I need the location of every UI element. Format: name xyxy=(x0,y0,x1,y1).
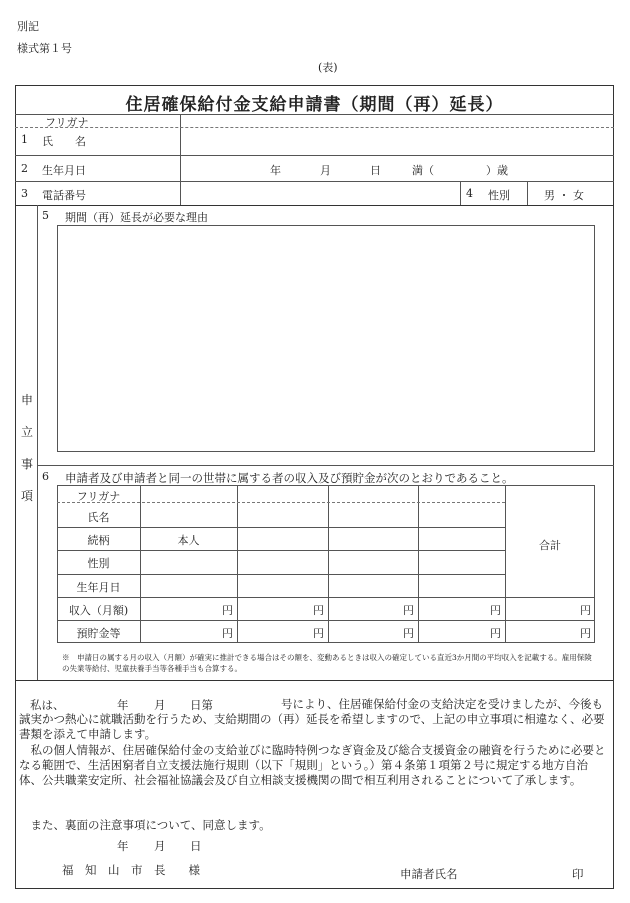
yen-mark: 円 xyxy=(313,604,324,617)
table-row-furigana: フリガナ xyxy=(76,490,121,503)
row1-number: 1 xyxy=(21,133,28,146)
sex-label: 性別 xyxy=(488,189,510,202)
declaration-paragraph-1: 号により、住居確保給付金の支給決定を受けましたが、今後も誠実かつ熱心に就職活動を行うため、支給期間の（再）延長を希望しますので、上記の申立事項に相違なく、必要書類を添えて申請します。 xyxy=(19,697,605,741)
addressee: 福 知 山 市 長 様 xyxy=(62,863,200,877)
sex-options[interactable]: 男 ・ 女 xyxy=(544,189,584,202)
decl-month: 月 xyxy=(154,698,166,712)
section5-label: 期間（再）延長が必要な理由 xyxy=(65,211,208,224)
dob-day: 日 xyxy=(370,164,381,177)
section6-label: 申請者及び申請者と同一の世帯に属する者の収入及び預貯金が次のとおりであること。 xyxy=(65,471,514,485)
decl-prefix: 私は、 xyxy=(30,698,65,712)
declaration-paragraph-2: 私の個人情報が、住居確保給付金の支給並びに臨時特例つなぎ資金及び総合支援資金の融資を行うために必要となる範囲で、生活困窮者自立支援法施行規則（以下「規則」という。）第４条第１項第２号に規定する地方自治体、公共職業安定所、社会福祉協議会及び自立相談支援機関の間で相互利用されることについて了承します。 xyxy=(19,743,606,787)
yen-mark: 円 xyxy=(403,627,414,640)
name-field[interactable] xyxy=(181,128,613,155)
reason-textbox[interactable] xyxy=(57,225,595,452)
side-char-3: 事 xyxy=(21,457,34,471)
table-row-relation: 続柄 xyxy=(87,534,110,547)
yen-mark: 円 xyxy=(222,627,233,640)
row4-number: 4 xyxy=(466,187,473,200)
decl-year: 年 xyxy=(117,698,129,712)
section5-number: 5 xyxy=(42,209,49,222)
dob-label: 生年月日 xyxy=(42,164,86,177)
date-year: 年 xyxy=(117,839,129,853)
dob-year: 年 xyxy=(270,164,281,177)
yen-mark: 円 xyxy=(490,604,501,617)
table-row-income: 収入（月額) xyxy=(68,604,129,617)
row3-number: 3 xyxy=(21,187,28,200)
side-char-2: 立 xyxy=(21,425,34,439)
total-header: 合計 xyxy=(539,539,561,552)
page-title: 住居確保給付金支給申請書（期間（再）延長） xyxy=(125,95,504,115)
yen-mark: 円 xyxy=(490,627,501,640)
income-note: ※ 申請日の属する月の収入（月額）が確実に推計できる場合はその額を、変動あるときは収入の確定している直近3か月間の平均収入を記載する。雇用保険の失業等給付、児童扶養手当等各種手当も合算する。 xyxy=(62,653,592,673)
table-row-name: 氏名 xyxy=(87,511,110,524)
side-char-1: 申 xyxy=(21,393,34,407)
self-relation: 本人 xyxy=(177,534,200,547)
annex-label: 別記 xyxy=(17,20,39,33)
yen-mark: 円 xyxy=(580,604,591,617)
yen-mark: 円 xyxy=(313,627,324,640)
age-close: ）歳 xyxy=(486,164,508,177)
row2-number: 2 xyxy=(21,162,28,175)
dob-month: 月 xyxy=(320,164,331,177)
name-label: 氏 名 xyxy=(42,135,86,148)
date-day: 日 xyxy=(190,839,202,853)
side-char-4: 項 xyxy=(21,489,34,503)
yen-mark: 円 xyxy=(403,604,414,617)
side-label: (表) xyxy=(318,61,338,74)
age-open: 満（ xyxy=(412,164,434,177)
date-month: 月 xyxy=(154,839,166,853)
declaration-paragraph-3: また、裏面の注意事項について、同意します。 xyxy=(30,818,271,832)
table-row-savings: 預貯金等 xyxy=(76,627,121,640)
applicant-name-label: 申請者氏名 xyxy=(400,867,458,881)
decl-day: 日第 xyxy=(190,698,213,712)
yen-mark: 円 xyxy=(222,604,233,617)
table-row-dob: 生年月日 xyxy=(76,581,121,594)
section6-number: 6 xyxy=(42,470,49,483)
furigana-label: フリガナ xyxy=(45,116,89,129)
form-number: 様式第１号 xyxy=(17,42,72,55)
seal-mark: 印 xyxy=(572,867,584,881)
phone-label: 電話番号 xyxy=(42,189,86,202)
yen-mark: 円 xyxy=(580,627,591,640)
table-row-sex: 性別 xyxy=(87,557,110,570)
